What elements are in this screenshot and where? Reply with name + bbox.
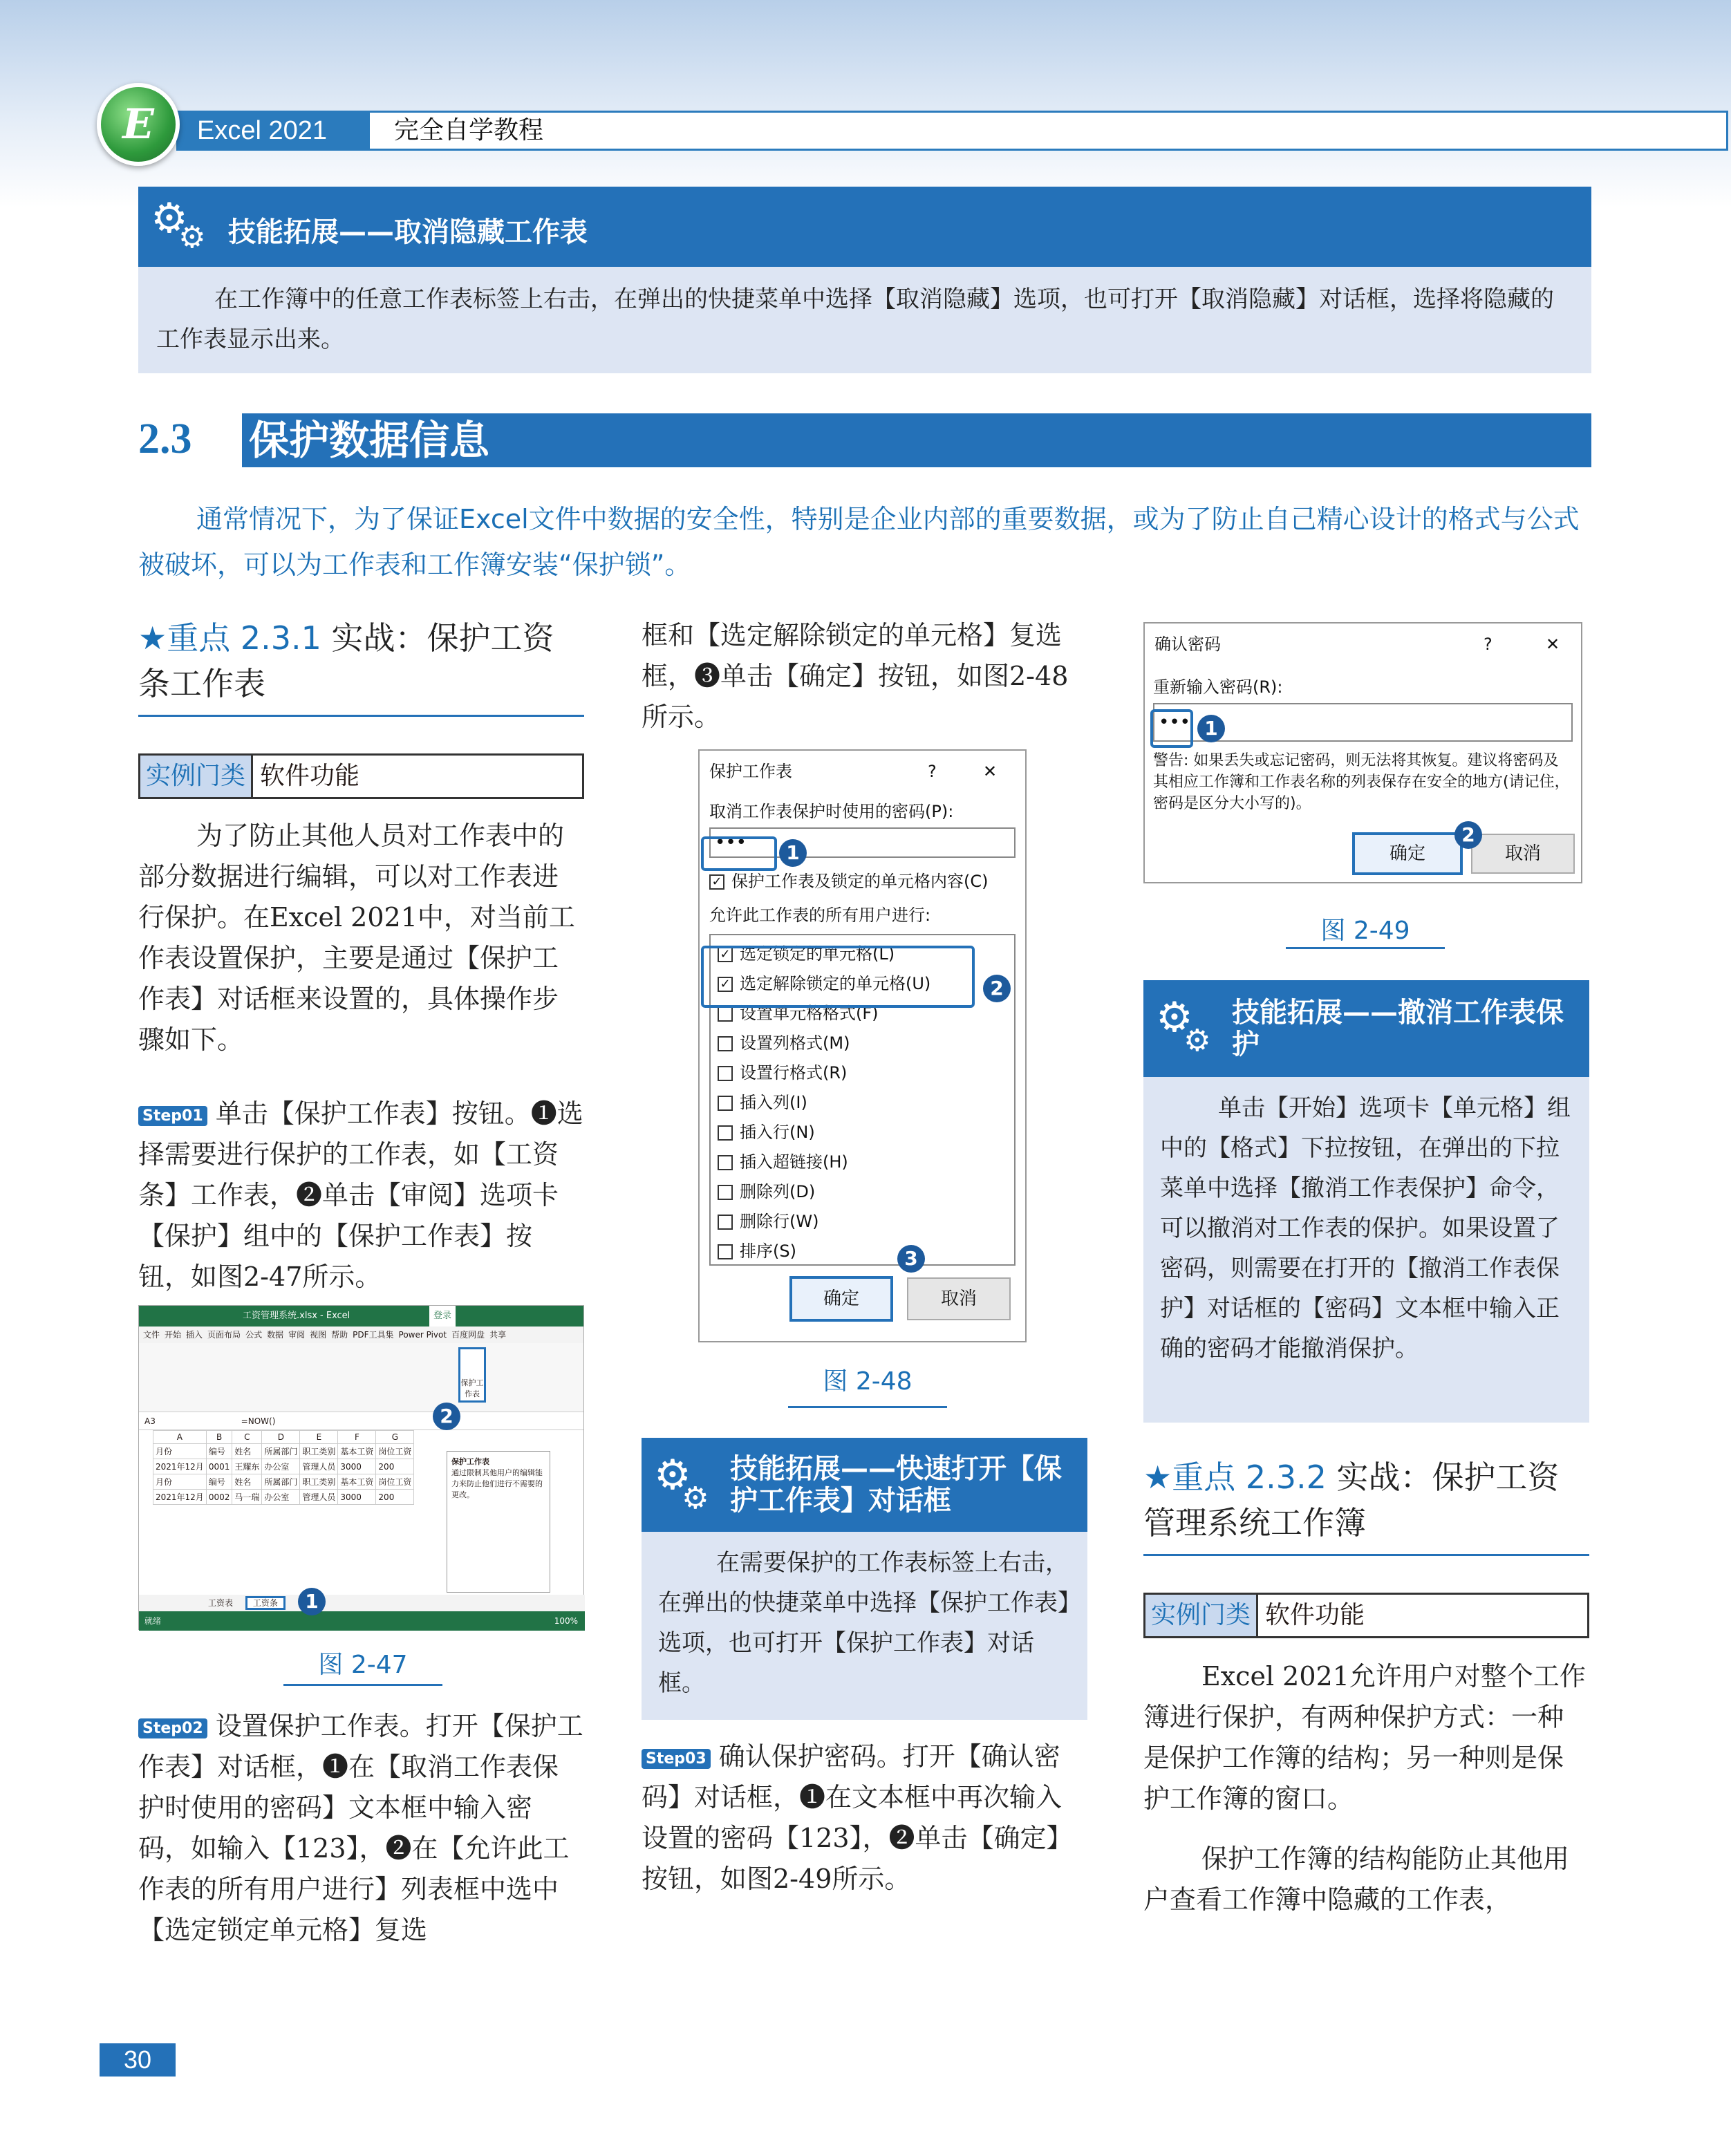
table-cell[interactable]: 月份: [153, 1474, 207, 1490]
callout-1: 1: [298, 1588, 326, 1615]
callout-2: 2: [1454, 821, 1482, 849]
permission-item[interactable]: ✓ 选定锁定的单元格(L): [718, 939, 1014, 969]
table-cell[interactable]: 所属部门: [262, 1444, 300, 1459]
ribbon-tab[interactable]: 文件: [143, 1330, 160, 1340]
table-cell[interactable]: F: [338, 1431, 376, 1444]
confirm-password-dialog: [1143, 622, 1582, 883]
gear-small-icon: ⚙: [1183, 1023, 1211, 1058]
category-box: [138, 753, 584, 799]
callout-3: 3: [897, 1245, 925, 1273]
table-cell[interactable]: 职工类别: [300, 1444, 338, 1459]
table-cell[interactable]: 职工类别: [300, 1474, 338, 1490]
intro-paragraph: 为了防止其他人员对工作表中的部分数据进行编辑，可以对工作表进行保护。在Excel 2021中，对当前工作表设置保护，主要是通过【保护工作表】对话框来设置的，具体操作步骤如下。: [138, 821, 575, 1055]
skill-box-unprotect: [1143, 980, 1589, 1423]
help-icon[interactable]: ?: [1484, 635, 1493, 654]
callout-2: 2: [983, 975, 1011, 1002]
step-3: [642, 1736, 1087, 1894]
name-box[interactable]: A3: [144, 1416, 156, 1426]
category-value: 软件功能: [1265, 1601, 1365, 1629]
close-icon[interactable]: ✕: [983, 762, 998, 781]
table-cell[interactable]: 办公室: [262, 1459, 300, 1474]
gear-icon: ⚙: [1156, 993, 1193, 1042]
share-button[interactable]: 共享: [489, 1330, 507, 1340]
table-cell[interactable]: 月份: [153, 1444, 207, 1459]
checkbox-highlight: [701, 946, 975, 1008]
permission-item[interactable]: 设置列格式(M): [718, 1029, 1014, 1058]
point-title: 实战：保护工资管理系统工作簿: [1143, 1459, 1560, 1541]
help-icon[interactable]: ?: [928, 762, 937, 781]
table-cell[interactable]: 基本工资: [338, 1474, 376, 1490]
callout-1: 1: [1197, 715, 1225, 742]
ribbon-tab[interactable]: 帮助: [331, 1330, 348, 1340]
page-number: 30: [100, 2043, 176, 2077]
table-cell[interactable]: 岗位工资: [376, 1444, 414, 1459]
warning-text: 警告: 如果丢失或忘记密码，则无法将其恢复。建议将密码及其相应工作簿和工作表名称的列表保存在安全的地方(请记住，密码是区分大小写的)。: [1153, 752, 1570, 812]
caption-rule: [283, 1684, 442, 1686]
skill-box-header: [1143, 980, 1589, 1077]
permission-item[interactable]: 删除行(W): [718, 1207, 1014, 1237]
star-label: ★重点: [1143, 1459, 1236, 1496]
ribbon-tab[interactable]: 百度网盘: [451, 1330, 485, 1340]
tooltip-title: 保护工作表: [451, 1457, 489, 1466]
callout-2: 2: [433, 1403, 460, 1430]
zoom-level: 100%: [554, 1616, 578, 1626]
star-label: ★重点: [138, 619, 231, 657]
book-title: Excel 2021: [176, 111, 370, 151]
table-row: [153, 1490, 414, 1505]
reenter-password-field[interactable]: •••: [1153, 703, 1573, 742]
category-label: 实例门类: [140, 756, 253, 797]
point-title: 实战：保护工资条工作表: [138, 619, 554, 702]
book-subtitle: 完全自学教程: [394, 116, 544, 144]
protect-tooltip: [447, 1451, 550, 1593]
excel-titlebar: [139, 1306, 583, 1327]
para-structure: 保护工作簿的结构能防止其他用户查看工作簿中隐藏的工作表，: [1143, 1844, 1570, 1915]
table-cell[interactable]: 200: [376, 1490, 414, 1505]
password-highlight: [701, 836, 777, 871]
ok-button[interactable]: 确定: [789, 1276, 893, 1322]
excel-title: 工资管理系统.xlsx - Excel: [243, 1311, 350, 1321]
skill-box-title: 技能拓展——快速打开【保护工作表】对话框: [730, 1453, 1062, 1517]
protect-sheet-ribbon-button[interactable]: 保护工作表: [458, 1347, 486, 1403]
category-box: [1143, 1593, 1589, 1638]
table-cell[interactable]: 王耀东: [232, 1459, 262, 1474]
table-row: [153, 1444, 414, 1459]
reenter-label: 重新输入密码(R):: [1153, 677, 1283, 697]
ribbon-tab[interactable]: 页面布局: [207, 1330, 241, 1340]
table-cell[interactable]: 0002: [206, 1490, 232, 1505]
gear-icon: ⚙: [151, 194, 188, 243]
callout-1: 1: [779, 839, 807, 867]
cancel-button[interactable]: 取消: [1471, 834, 1575, 874]
table-row: [153, 1431, 414, 1444]
skill-box-quick-open: [642, 1438, 1087, 1720]
table-cell[interactable]: 编号: [206, 1444, 232, 1459]
excel-ribbon: [139, 1343, 583, 1412]
sheet-tab-salary[interactable]: 工资表: [208, 1598, 234, 1608]
section-number: 2.3: [138, 415, 192, 462]
password-highlight: [1150, 709, 1193, 748]
skill-box-body: 在工作簿中的任意工作表标签上右击，在弹出的快捷菜单中选择【取消隐藏】选项，也可打开【取消隐藏】对话框，选择将隐藏的工作表显示出来。: [138, 267, 1591, 373]
protect-sheet-dialog: [698, 749, 1027, 1342]
skill-box-title: 技能拓展——取消隐藏工作表: [228, 216, 588, 248]
skill-box-header: [138, 187, 1591, 267]
table-cell[interactable]: 基本工资: [338, 1444, 376, 1459]
step-badge: Step03: [642, 1749, 711, 1769]
point-heading-2-3-1: [138, 615, 581, 706]
dialog-title: 保护工作表: [709, 762, 792, 781]
caption-rule: [788, 1406, 947, 1408]
ok-button[interactable]: 确定: [1352, 832, 1463, 875]
ribbon-tab[interactable]: 插入: [186, 1330, 203, 1340]
section-intro: 通常情况下，为了保证Excel文件中数据的安全性，特别是企业内部的重要数据，或为了防止自己精心设计的格式与公式被破坏，可以为工作表和工作簿安装“保护锁”。: [138, 504, 1580, 580]
table-cell[interactable]: 姓名: [232, 1444, 262, 1459]
figure-caption-2-49: 图 2-49: [1320, 917, 1410, 945]
status-text: 就绪: [144, 1616, 162, 1626]
permission-item[interactable]: 排序(S): [718, 1237, 1014, 1266]
table-cell[interactable]: 3000: [338, 1459, 376, 1474]
excel-ribbon-tabs: [139, 1327, 583, 1343]
table-cell[interactable]: 岗位工资: [376, 1474, 414, 1490]
header-background: [0, 0, 1731, 207]
excel-formula-bar: [139, 1412, 583, 1430]
step-2-cont: 框和【选定解除锁定的单元格】复选框，❸单击【确定】按钮，如图2-48所示。: [642, 620, 1069, 732]
table-cell[interactable]: 3000: [338, 1490, 376, 1505]
table-cell[interactable]: C: [232, 1431, 262, 1444]
category-value: 软件功能: [260, 762, 360, 790]
permission-item[interactable]: ✓ 选定解除锁定的单元格(U): [718, 969, 1014, 999]
heading-rule: [138, 715, 584, 717]
skill-box-unhide: [138, 187, 1591, 373]
logo: E: [97, 83, 180, 166]
table-cell[interactable]: 编号: [206, 1474, 232, 1490]
table-row: [153, 1474, 414, 1490]
ribbon-tab[interactable]: 视图: [310, 1330, 327, 1340]
figure-caption-2-47: 图 2-47: [318, 1651, 408, 1679]
gear-icon: ⚙: [654, 1451, 691, 1499]
table-cell[interactable]: 2021年12月: [153, 1459, 207, 1474]
table-cell[interactable]: 姓名: [232, 1474, 262, 1490]
table-cell[interactable]: 管理人员: [300, 1490, 338, 1505]
status-bar: [139, 1611, 585, 1631]
section-title: 保护数据信息: [242, 413, 1591, 467]
table-cell[interactable]: 2021年12月: [153, 1490, 207, 1505]
step-badge: Step01: [138, 1106, 207, 1126]
step-3-text: 确认保护密码。打开【确认密码】对话框，❶在文本框中再次输入设置的密码【123】，❷单击【确定】按钮，如图2-49所示。: [642, 1741, 1073, 1894]
step-2: [138, 1706, 584, 1951]
step-2-text: 设置保护工作表。打开【保护工作表】对话框，❶在【取消工作表保护时使用的密码】文本框中输入密码，如输入【123】，❷在【允许此工作表的所有用户进行】列表框中选中【选定锁定单元格】复选: [138, 1711, 583, 1945]
ribbon-tab[interactable]: PDF工具集: [353, 1330, 394, 1340]
permission-item[interactable]: 删除列(D): [718, 1177, 1014, 1207]
excel-grid: [153, 1430, 414, 1505]
point-number: 2.3.1: [240, 619, 321, 657]
step-1: [138, 1094, 584, 1297]
category-label: 实例门类: [1145, 1595, 1258, 1636]
ribbon-tab[interactable]: Power Pivot: [398, 1330, 447, 1340]
cancel-button[interactable]: 取消: [907, 1277, 1011, 1320]
sheet-tabs: [139, 1595, 585, 1611]
permission-item[interactable]: 插入行(N): [718, 1118, 1014, 1147]
table-cell[interactable]: 办公室: [262, 1490, 300, 1505]
point-heading-2-3-2: [1143, 1454, 1589, 1546]
ribbon-tab[interactable]: 数据: [267, 1330, 284, 1340]
skill-box-header: [642, 1438, 1087, 1532]
excel-screenshot: [138, 1305, 584, 1630]
heading-rule: [1143, 1554, 1589, 1556]
permission-item[interactable]: 设置行格式(R): [718, 1058, 1014, 1088]
skill-box-body: 在需要保护的工作表标签上右击，在弹出的快捷菜单中选择【保护工作表】选项，也可打开【保护工作表】对话框。: [642, 1532, 1087, 1720]
table-cell[interactable]: G: [376, 1431, 414, 1444]
step-1-text: 单击【保护工作表】按钮。❶选择需要进行保护的工作表，如【工资条】工作表，❷单击【审阅】选项卡【保护】组中的【保护工作表】按钮，如图2-47所示。: [138, 1098, 583, 1292]
dialog-title: 确认密码: [1154, 635, 1221, 654]
table-cell[interactable]: 管理人员: [300, 1459, 338, 1474]
permission-item[interactable]: 设置单元格格式(F): [718, 999, 1014, 1029]
skill-box-body: 单击【开始】选项卡【单元格】组中的【格式】下拉按钮，在弹出的下拉菜单中选择【撤消工作表保护】命令，可以撤消对工作表的保护。如果设置了密码，则需要在打开的【撤消工作表保护】对话框的【密码】文本框中输入正确的密码才能撤消保护。: [1143, 1077, 1589, 1423]
caption-rule: [1286, 947, 1445, 949]
table-cell[interactable]: D: [262, 1431, 300, 1444]
point-number: 2.3.2: [1245, 1459, 1327, 1496]
close-icon[interactable]: ✕: [1546, 635, 1560, 654]
step-badge: Step02: [138, 1718, 207, 1738]
protect-contents-checkbox[interactable]: ✓ 保护工作表及锁定的单元格内容(C): [709, 868, 1016, 892]
table-row: [153, 1459, 414, 1474]
sheet-tab-payslip[interactable]: 工资条: [245, 1596, 286, 1610]
formula-input[interactable]: =NOW(): [241, 1416, 276, 1426]
table-cell[interactable]: 马一瑞: [232, 1490, 262, 1505]
password-field[interactable]: •••: [709, 827, 1016, 858]
para-workbook: Excel 2021允许用户对整个工作簿进行保护，有两种保护方式：一种是保护工作簿的结构；另一种则是保护工作簿的窗口。: [1143, 1661, 1586, 1814]
table-cell[interactable]: 0001: [206, 1459, 232, 1474]
skill-box-title: 技能拓展——撤消工作表保护: [1232, 997, 1564, 1060]
ribbon-tab[interactable]: 开始: [165, 1330, 182, 1340]
password-label: 取消工作表保护时使用的密码(P):: [709, 802, 954, 821]
dialog-titlebar: [1145, 624, 1581, 665]
excel-login[interactable]: 登录: [429, 1306, 456, 1327]
dialog-titlebar: [700, 751, 1025, 792]
table-cell[interactable]: E: [300, 1431, 338, 1444]
gear-small-icon: ⚙: [178, 220, 206, 255]
table-cell[interactable]: A: [153, 1431, 207, 1444]
tooltip-text: 通过限制其他用户的编辑能力来防止他们进行不需要的更改。: [451, 1468, 543, 1499]
table-cell[interactable]: B: [206, 1431, 232, 1444]
figure-caption-2-48: 图 2-48: [823, 1367, 913, 1396]
ribbon-tab[interactable]: 公式: [245, 1330, 263, 1340]
gear-small-icon: ⚙: [682, 1481, 709, 1516]
ribbon-tab[interactable]: 审阅: [288, 1330, 306, 1340]
table-cell[interactable]: 200: [376, 1459, 414, 1474]
dialog-body: [1145, 673, 1581, 816]
permission-item[interactable]: 插入超链接(H): [718, 1147, 1014, 1177]
table-cell[interactable]: 所属部门: [262, 1474, 300, 1490]
permission-item[interactable]: 插入列(I): [718, 1088, 1014, 1118]
allow-label: 允许此工作表的所有用户进行:: [709, 906, 931, 925]
